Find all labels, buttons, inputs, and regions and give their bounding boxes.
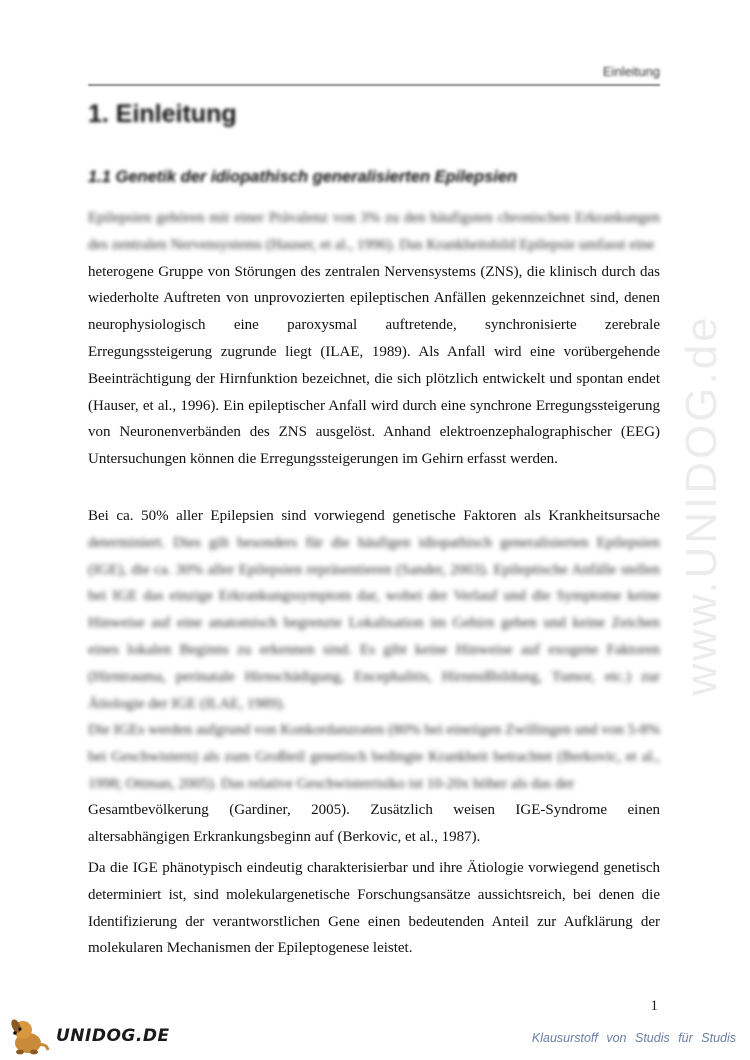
chapter-title: 1. Einleitung — [88, 100, 237, 128]
paragraph-2-blurred-lines: determiniert. Dies gilt besonders für die häufigen idiopathisch generalisierten Epilepsien (IGE), die ca. 30% aller Epilepsien repräsentieren (Sander, 2003). Epileptische Anfälle stellen bei IGE das einzige Erkrankungssymptom dar, wobei der Verlauf und die Symptome keine Hinweise auf eine anatomisch begrenzte Lokalisation im Gehirn geben und keine Zeichen eines lokalen Beginns zu erkennen sind. Es gibt keine Hinweise auf exogene Faktoren (Hirntrauma, perinatale Hirnschädigung, Encephalitis, Hirnmißbildung, Tumor, etc.) zur Ätiologie der IGE (ILAE, 1989). — [88, 534, 660, 712]
paragraph-1-text: heterogene Gruppe von Störungen des zentralen Nervensystems (ZNS), die klinisch durch das wiederholte Auftreten von unprovozierten epileptischen Anfällen gekennzeichnet sind, denen neurophysiologisch eine paroxysmal auftretende, synchronisierte zerebrale Erregungssteigerung zugrunde liegt (ILAE, 1989). Als Anfall wird eine vorübergehende Beeinträchtigung der Hirnfunktion bezeichnet, die sich plötzlich entwickelt und spontan endet (Hauser, et al., 1996). Ein epileptischer Anfall wird durch eine synchrone Erregungssteigerung von Neuronenverbänden des ZNS ausgelöst. Anhand elektroenzephalographischer (EEG) Untersuchungen können die Erregungssteigerungen im Gehirn erfasst werden. — [88, 263, 660, 468]
paragraph-1-blurred-lines: Epilepsien gehören mit einer Prävalenz von 3% zu den häufigsten chronischen Erkrankungen des zentralen Nervensystems (Hauser, et al., 1996). Das Krankheitsbild Epilepsie umfasst eine — [88, 210, 660, 253]
footer-slogan: Klausurstoff von Studis für Studis — [531, 1031, 736, 1045]
unidog-logo[interactable] — [6, 1016, 176, 1056]
paragraph-1 — [88, 205, 660, 473]
running-head: Einleitung — [602, 64, 660, 79]
watermark-text: www.UNIDOG.de — [677, 314, 726, 696]
page-number: 1 — [650, 998, 658, 1014]
paragraph-2 — [88, 503, 660, 717]
paragraph-4 — [88, 855, 660, 962]
header-rule — [88, 84, 660, 86]
paragraph-3 — [88, 717, 660, 851]
dog-mascot-icon — [6, 1016, 54, 1056]
section-title: 1.1 Genetik der idiopathisch generalisierten Epilepsien — [88, 168, 518, 186]
paragraph-3-blurred-lines: Die IGEs werden aufgrund von Konkordanzraten (80% bei eineiigen Zwillingen und von 5-8% bei Geschwistern) als zum Großteil genetisch bedingte Krankheit betrachtet (Berkovic, et al., 1998; Ottman, 2005). Das relative Geschwisterrisiko ist 10-20x höher als das der — [88, 722, 660, 792]
watermark — [662, 280, 742, 730]
paragraph-4-text: Da die IGE phänotypisch eindeutig charakterisierbar und ihre Ätiologie vorwiegend genetisch determiniert ist, sind molekulargenetische Forschungsansätze aussichtsreich, bei denen die Identifizierung der verantworstlichen Gene einen bedeutenden Anteil zur Aufklärung der molekularen Mechanismen der Epileptogenese leistet. — [88, 860, 660, 957]
paragraph-3-text: Gesamtbevölkerung (Gardiner, 2005). Zusätzlich weisen IGE-Syndrome einen altersabhängigen Erkrankungsbeginn auf (Berkovic, et al., 1987). — [88, 802, 660, 846]
paragraph-2-text: Bei ca. 50% aller Epilepsien sind vorwiegend genetische Faktoren als Krankheitsursache — [88, 508, 660, 524]
logo-text: UNIDOG.DE — [56, 1026, 170, 1046]
